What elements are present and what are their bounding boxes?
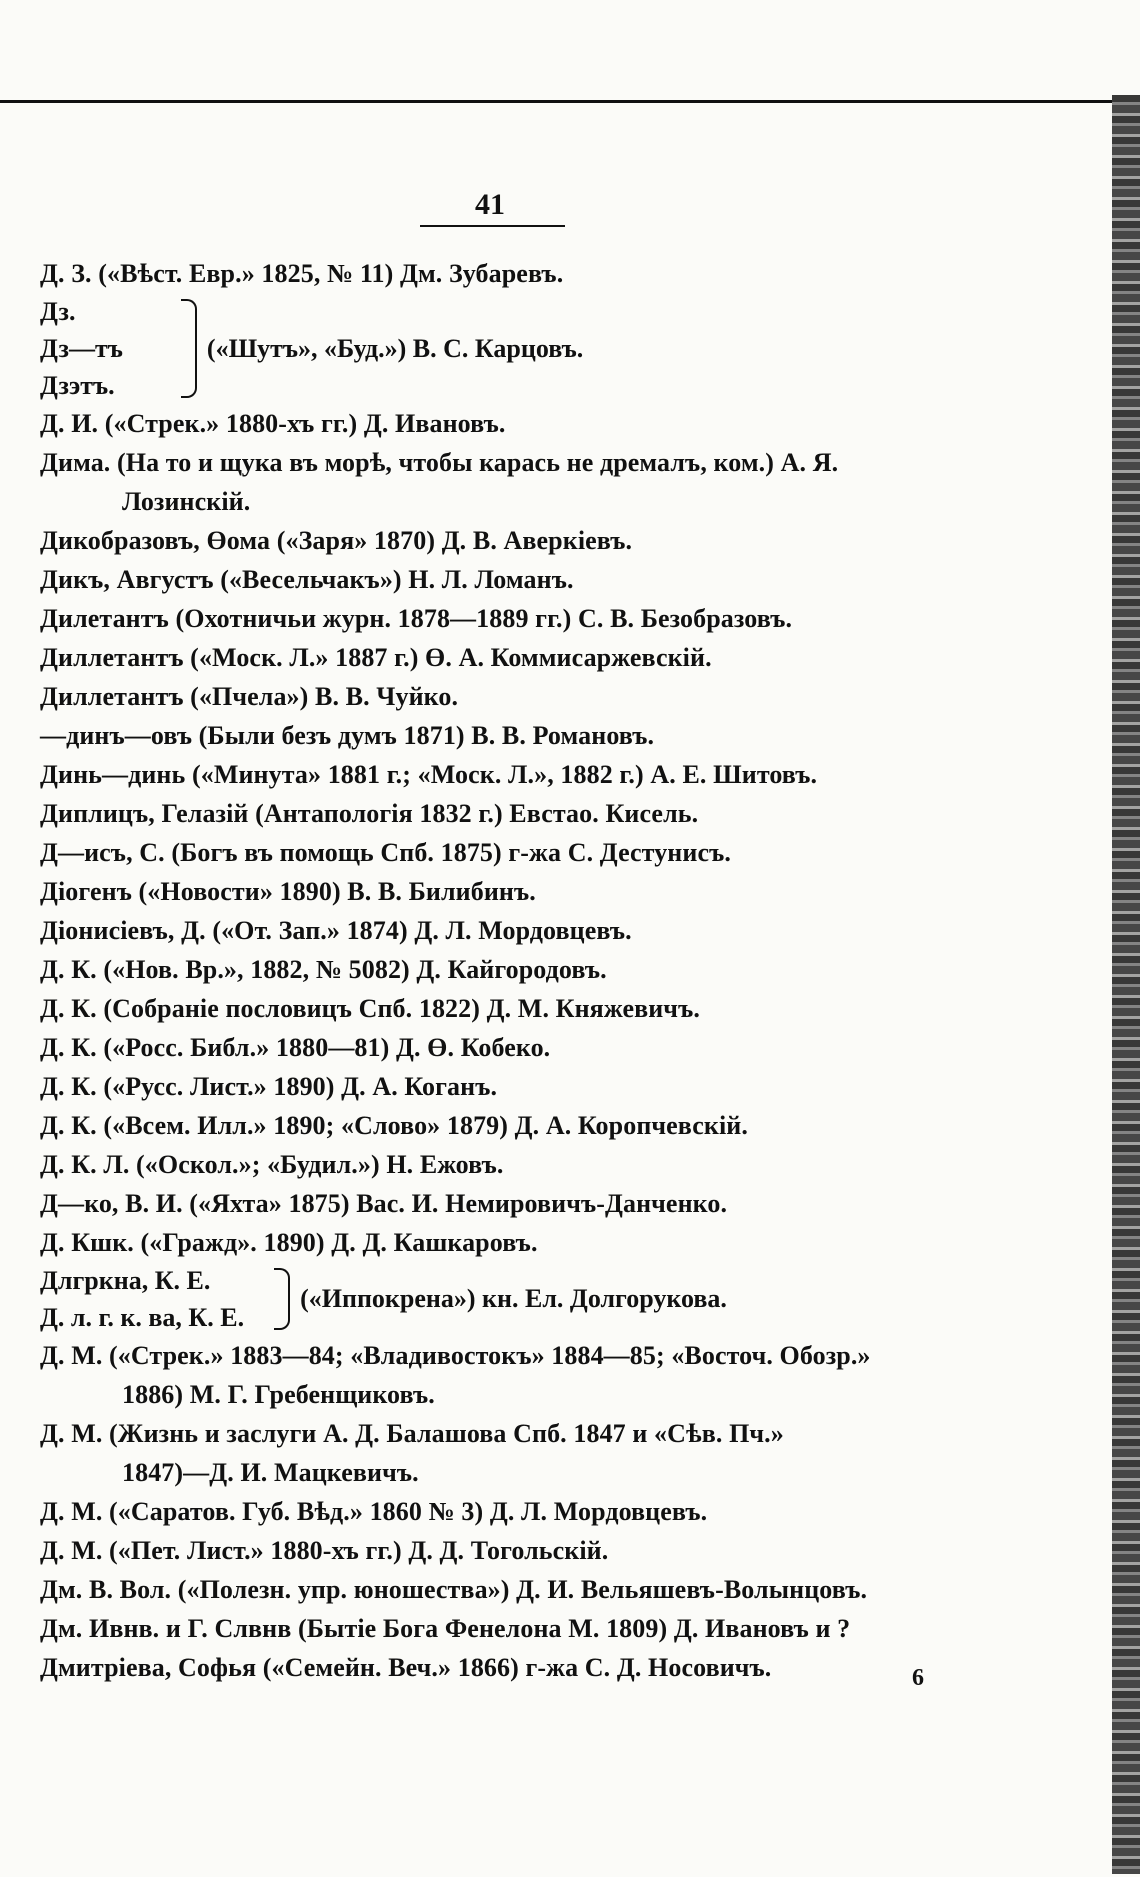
group-name: Д. л. г. к. ва, К. Е. (40, 1303, 245, 1332)
entry (40, 1414, 960, 1492)
entry: Диллетантъ («Пчела») В. В. Чуйко. (40, 682, 459, 711)
entry: Д—ко, В. И. («Яхта» 1875) Вас. И. Немировичъ-Данченко. (40, 1189, 728, 1218)
group-names (40, 1262, 244, 1336)
entry-line: Дима. (На то и щука въ морѣ, чтобы карась не дремалъ, ком.) А. Я. (40, 448, 839, 477)
group-shared-text: («Шутъ», «Буд.») В. С. Карцовъ. (206, 333, 584, 363)
entry: Д. З. («Вѣст. Евр.» 1825, № 11) Дм. Зубаревъ. (40, 259, 564, 288)
brace (274, 1268, 290, 1330)
entry: Дикъ, Августъ («Весельчакъ») Н. Л. Ломанъ. (40, 565, 574, 594)
entry: Диплицъ, Гелазій (Антапологія 1832 г.) Евстао. Кисель. (40, 799, 699, 828)
entry: Діонисіевъ, Д. («От. Зап.» 1874) Д. Л. Мордовцевъ. (40, 916, 632, 945)
entry-group (40, 1262, 960, 1336)
entry: Дм. Ивнв. и Г. Слвнв (Бытіе Бога Фенелона М. 1809) Д. Ивановъ и ? (40, 1614, 851, 1643)
entry: Д. Кшк. («Гражд». 1890) Д. Д. Кашкаровъ. (40, 1228, 538, 1257)
entry-continuation: 1847)—Д. И. Мацкевичъ. (122, 1458, 419, 1487)
group-name: Дз—тъ (40, 334, 123, 363)
group-name: Длгркна, К. Е. (40, 1266, 211, 1295)
entry: Д. К. Л. («Оскол.»; «Будил.») Н. Ежовъ. (40, 1150, 504, 1179)
entry: Диллетантъ («Моск. Л.» 1887 г.) Ө. А. Коммисаржевскій. (40, 643, 712, 672)
group-shared-text: («Иппокрена») кн. Ел. Долгорукова. (300, 1284, 727, 1313)
group-name: Дз. (40, 297, 76, 326)
entry: Д. К. («Русс. Лист.» 1890) Д. А. Коганъ. (40, 1072, 498, 1101)
entry: Д. К. (Собраніе пословицъ Спб. 1822) Д. М. Княжевичъ. (40, 994, 700, 1023)
entry: —динъ—овъ (Были безъ думъ 1871) В. В. Романовъ. (40, 721, 655, 750)
entry: Д. К. («Росс. Библ.» 1880—81) Д. Ө. Кобеко. (40, 1033, 551, 1062)
entry: Д. К. («Нов. Вр.», 1882, № 5082) Д. Кайгородовъ. (40, 955, 607, 984)
entry-line: Д. М. («Стрек.» 1883—84; «Владивостокъ» 1884—85; «Восточ. Обозр.» (40, 1341, 871, 1370)
entry: Д. И. («Стрек.» 1880-хъ гг.) Д. Ивановъ. (40, 409, 506, 438)
entry-continuation: 1886) М. Г. Гребенщиковъ. (122, 1380, 435, 1409)
brace (181, 299, 197, 398)
entry: Дилетантъ (Охотничьи журн. 1878—1889 гг.) С. В. Безобразовъ. (40, 604, 793, 633)
page-number-rule (420, 225, 565, 227)
entry-continuation: Лозинскій. (122, 487, 251, 516)
entry: Дикобразовъ, Өома («Заря» 1870) Д. В. Аверкіевъ. (40, 526, 633, 555)
entry: Д. К. («Всем. Илл.» 1890; «Слово» 1879) Д. А. Коропчевскій. (40, 1111, 748, 1140)
entry (40, 443, 960, 521)
entry: Діогенъ («Новости» 1890) В. В. Билибинъ. (40, 877, 536, 906)
entry: Динь—динь («Минута» 1881 г.; «Моск. Л.», 1882 г.) А. Е. Шитовъ. (40, 760, 818, 789)
entry: Дмитріева, Софья («Семейн. Веч.» 1866) г-жа С. Д. Носовичъ. (40, 1653, 772, 1682)
group-name: Дзэтъ. (40, 371, 115, 400)
entry: Д—исъ, С. (Богъ въ помощь Спб. 1875) г-жа С. Дестунисъ. (40, 838, 731, 867)
entry (40, 1336, 960, 1414)
page-number: 41 (475, 188, 505, 221)
entry: Дм. В. Вол. («Полезн. упр. юношества») Д. И. Вельяшевъ-Волынцовъ. (40, 1575, 868, 1604)
entry: Д. М. («Саратов. Губ. Вѣд.» 1860 № 3) Д. Л. Мордовцевъ. (40, 1497, 708, 1526)
entry: Д. М. («Пет. Лист.» 1880-хъ гг.) Д. Д. Тогольскій. (40, 1536, 609, 1565)
entries-list (40, 254, 960, 1687)
signature-mark: 6 (912, 1665, 924, 1691)
group-names (40, 293, 123, 404)
entry-line: Д. М. (Жизнь и заслуги А. Д. Балашова Спб. 1847 и «Сѣв. Пч.» (40, 1419, 784, 1448)
entry-group (40, 293, 960, 404)
page-binding-edge (1112, 95, 1140, 1874)
